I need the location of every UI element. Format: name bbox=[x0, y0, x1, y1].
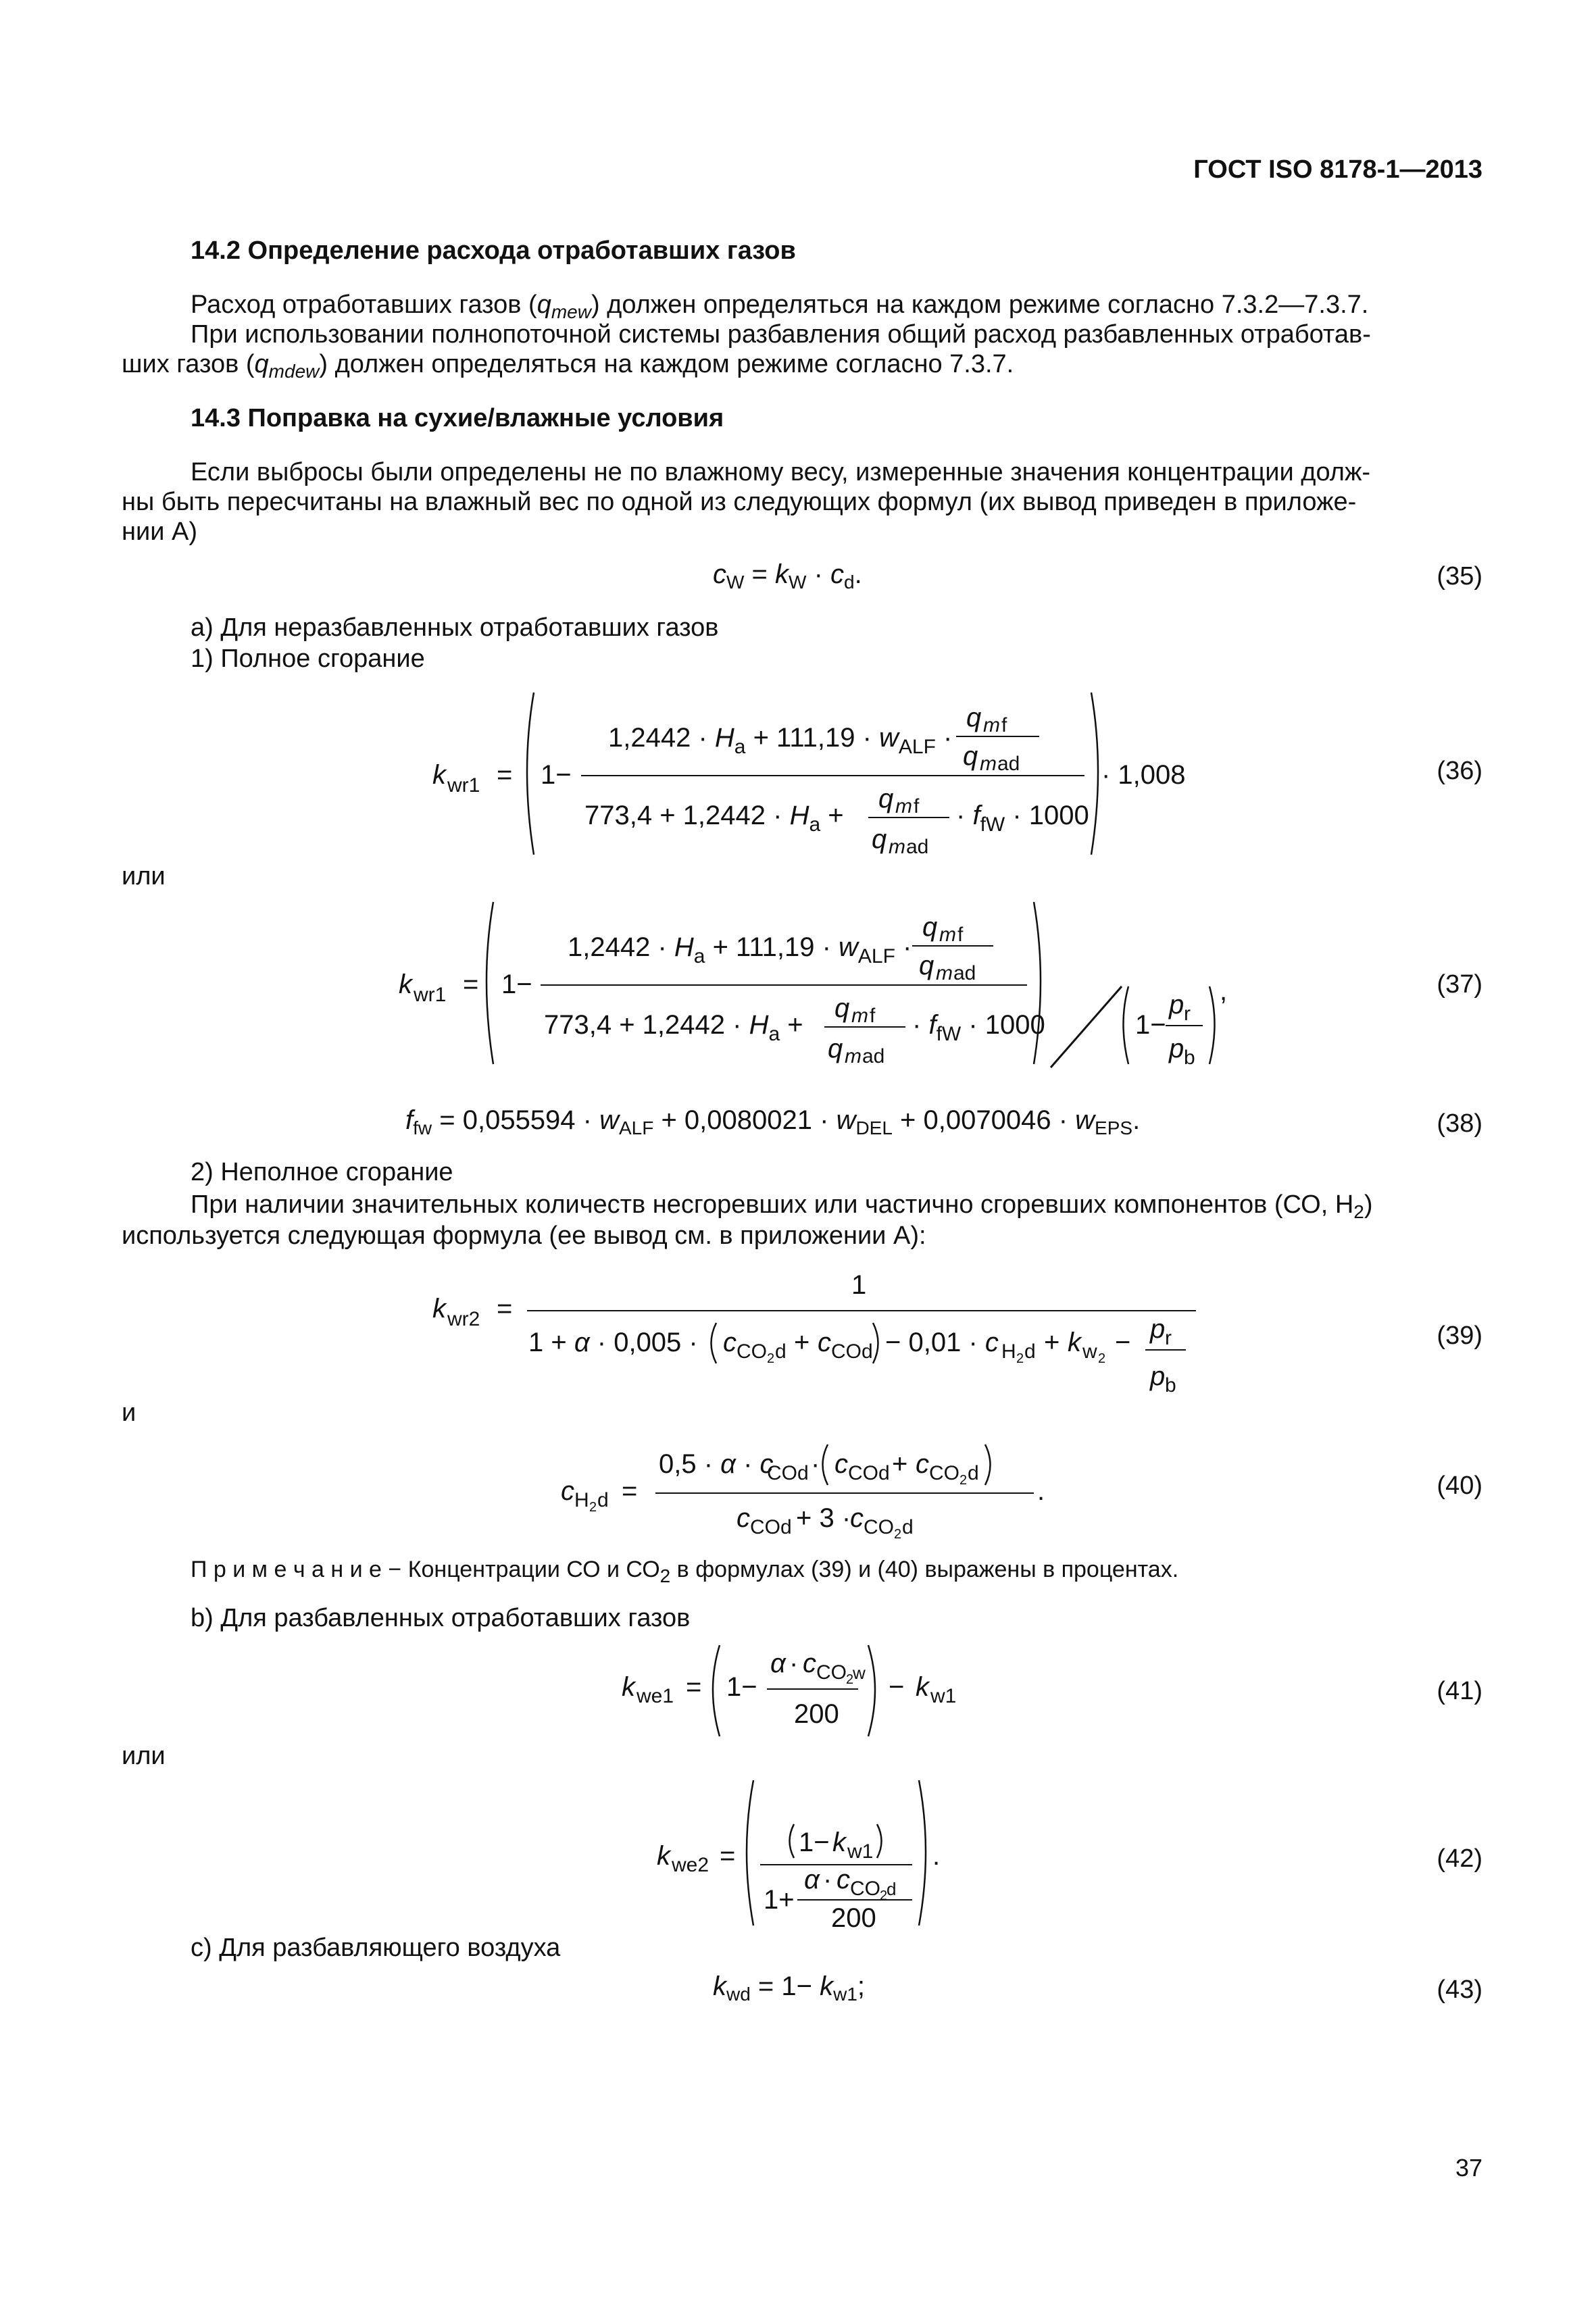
svg-text:.: . bbox=[932, 1841, 941, 1871]
svg-text:r: r bbox=[1165, 1327, 1172, 1349]
section-14-2-title: 14.2 Определение расхода отработавших газов bbox=[191, 236, 796, 265]
svg-text:q: q bbox=[834, 993, 850, 1023]
svg-text:k: k bbox=[432, 1294, 446, 1324]
svg-text:m: m bbox=[939, 924, 956, 946]
svg-text:− 0,01 · c: − 0,01 · c bbox=[885, 1328, 999, 1357]
item-a2-label: 2) Неполное сгорание bbox=[191, 1158, 453, 1186]
incomplete-paragraph-line2: используется следующая формула (ее вывод см. в приложении А): bbox=[122, 1222, 926, 1250]
svg-text:k: k bbox=[832, 1828, 846, 1857]
equation-number-43: (43) bbox=[1437, 1976, 1482, 2004]
svg-text:p: p bbox=[1150, 1314, 1166, 1344]
item-a-label: а) Для неразбавленных отработавших газов bbox=[191, 613, 719, 642]
svg-text:1+: 1+ bbox=[764, 1885, 795, 1915]
svg-text:k: k bbox=[622, 1672, 635, 1702]
incomplete-paragraph-line1: При наличии значительных количеств несгоревших или частично сгоревших компонентов (СО, $Н_2$) bbox=[191, 1190, 1373, 1222]
equation-number-40: (40) bbox=[1437, 1472, 1482, 1500]
formula-43: $k_{wd} = 1- k_{w1}$; bbox=[713, 1971, 866, 2005]
svg-text:CO: CO bbox=[864, 1516, 894, 1538]
equation-number-37: (37) bbox=[1437, 970, 1482, 999]
svg-text:q: q bbox=[963, 741, 978, 771]
svg-text:d: d bbox=[968, 1462, 979, 1484]
svg-text:200: 200 bbox=[794, 1699, 839, 1729]
svg-text:c: c bbox=[818, 1328, 831, 1357]
svg-text:p: p bbox=[1169, 1034, 1184, 1063]
svg-text:m: m bbox=[980, 753, 997, 775]
svg-text:wr1: wr1 bbox=[447, 774, 480, 797]
svg-text:COd: COd bbox=[767, 1462, 809, 1484]
svg-text:1,2442 · Ha + 111,19 · wALF ·: $1,2442 \cdot H_a + 111,19 \cdot w_{ALF}$ · bbox=[568, 932, 912, 967]
svg-text:p: p bbox=[1150, 1361, 1166, 1391]
svg-text:· 1,008: · 1,008 bbox=[1101, 760, 1186, 790]
svg-text:w: w bbox=[853, 1663, 866, 1683]
svg-text:m: m bbox=[936, 962, 953, 984]
formula-35: $c_W = k_W \cdot c_d$. bbox=[713, 559, 862, 593]
section-14-3-title: 14.3 Поправка на сухие/влажные условия bbox=[191, 404, 724, 432]
svg-text:2: 2 bbox=[846, 1672, 854, 1687]
svg-text:1: 1 bbox=[851, 1270, 867, 1300]
svg-text:+: + bbox=[892, 1449, 908, 1479]
paragraph-14-3-line3: нии А) bbox=[122, 518, 197, 546]
svg-text:f: f bbox=[957, 924, 964, 946]
svg-text:=: = bbox=[686, 1672, 702, 1702]
svg-text:w: w bbox=[1082, 1340, 1097, 1363]
svg-text:773,4 + 1,2442 · Ha +: $773,4 + 1,2442 \cdot H_a$ + bbox=[584, 801, 844, 836]
equation-number-42: (42) bbox=[1437, 1844, 1482, 1873]
svg-text:1 + α · 0,005 ·: 1 + α · 0,005 · bbox=[528, 1328, 698, 1357]
formula-36 bbox=[419, 682, 1230, 865]
svg-text:1−: 1− bbox=[726, 1672, 757, 1702]
svg-text:ad: ad bbox=[953, 962, 976, 984]
svg-text:wr2: wr2 bbox=[447, 1308, 480, 1330]
svg-text:2: 2 bbox=[1016, 1351, 1024, 1366]
svg-text:q: q bbox=[878, 784, 894, 813]
svg-text:w1: w1 bbox=[930, 1685, 957, 1707]
svg-text:=: = bbox=[622, 1476, 638, 1506]
formula-41 bbox=[608, 1635, 1081, 1743]
svg-text:q: q bbox=[919, 951, 934, 980]
svg-text:2: 2 bbox=[1098, 1351, 1106, 1366]
svg-text:c: c bbox=[737, 1503, 750, 1533]
svg-text:1−: 1− bbox=[1135, 1010, 1166, 1040]
svg-text:2: 2 bbox=[880, 1888, 888, 1903]
svg-text:we1: we1 bbox=[637, 1685, 674, 1707]
equation-number-36: (36) bbox=[1437, 757, 1482, 785]
svg-text:=: = bbox=[463, 970, 479, 999]
svg-text:−: − bbox=[1115, 1328, 1131, 1357]
svg-text:f: f bbox=[1001, 714, 1007, 736]
svg-text:q: q bbox=[828, 1034, 843, 1063]
svg-text:200: 200 bbox=[831, 1903, 876, 1932]
svg-text:2: 2 bbox=[589, 1500, 597, 1515]
svg-text:+: + bbox=[794, 1328, 810, 1357]
svg-text:2: 2 bbox=[894, 1527, 902, 1542]
svg-text:COd: COd bbox=[831, 1340, 873, 1363]
item-c-label: с) Для разбавляющего воздуха bbox=[191, 1934, 561, 1962]
equation-number-39: (39) bbox=[1437, 1322, 1482, 1350]
item-a1-label: 1) Полное сгорание bbox=[191, 645, 425, 673]
svg-text:1,2442 · Ha + 111,19 · wALF ·: $1,2442 \cdot H_a + 111,19 \cdot w_{ALF}$ · bbox=[608, 723, 953, 758]
svg-text:d: d bbox=[902, 1516, 914, 1538]
svg-text:w1: w1 bbox=[847, 1840, 874, 1863]
svg-text:m: m bbox=[895, 795, 912, 818]
svg-text:CO: CO bbox=[737, 1340, 767, 1363]
svg-text:,: , bbox=[1220, 976, 1228, 1006]
svg-text:ad: ad bbox=[906, 836, 929, 858]
or-label-1: или bbox=[122, 862, 166, 890]
and-label: и bbox=[122, 1399, 136, 1427]
svg-text:c: c bbox=[850, 1503, 864, 1533]
svg-text:k: k bbox=[916, 1672, 929, 1702]
equation-number-38: (38) bbox=[1437, 1109, 1482, 1138]
equation-number-41: (41) bbox=[1437, 1677, 1482, 1705]
svg-text:+ 3 ·: + 3 · bbox=[796, 1503, 851, 1533]
svg-text:+: + bbox=[1044, 1328, 1060, 1357]
svg-text:c: c bbox=[834, 1449, 848, 1479]
svg-text:ad: ad bbox=[862, 1045, 885, 1067]
svg-text:CO: CO bbox=[929, 1462, 959, 1484]
svg-text:H: H bbox=[1001, 1340, 1016, 1363]
svg-text:=: = bbox=[720, 1841, 736, 1871]
paragraph-14-2-line3: ших газов $(q_{mdew})$ должен определяться на каждом режиме согласно 7.3.7. bbox=[122, 350, 1014, 382]
svg-text:c: c bbox=[916, 1449, 929, 1479]
svg-text:k: k bbox=[432, 760, 446, 790]
svg-text:m: m bbox=[845, 1045, 862, 1067]
formula-38: $f_{fw} = 0,055594 \cdot w_{ALF} + 0,0080021 \cdot w_{DEL} + 0,0070046 \cdot w_{EPS}$. bbox=[405, 1105, 1141, 1138]
paragraph-14-2-line2: При использовании полнопоточной системы разбавления общий расход разбавленных отработав- bbox=[191, 320, 1371, 349]
svg-text:q: q bbox=[966, 703, 982, 732]
or-label-2: или bbox=[122, 1742, 166, 1770]
svg-text:c: c bbox=[561, 1476, 574, 1506]
svg-text:α: α bbox=[770, 1649, 786, 1678]
svg-text:f: f bbox=[870, 1005, 876, 1027]
svg-text:.: . bbox=[1037, 1476, 1045, 1506]
svg-text:−: − bbox=[889, 1672, 905, 1702]
svg-text:0,5 · α · c: 0,5 · α · c bbox=[659, 1449, 774, 1479]
formula-42 bbox=[649, 1770, 987, 1932]
svg-text:m: m bbox=[889, 836, 905, 858]
svg-text:1−: 1− bbox=[501, 970, 532, 999]
svg-text:=: = bbox=[497, 1294, 513, 1324]
svg-text:1−: 1− bbox=[799, 1828, 830, 1857]
standard-header: ГОСТ ISO 8178-1—2013 bbox=[1193, 155, 1482, 184]
svg-text:q: q bbox=[872, 824, 887, 854]
svg-text:f: f bbox=[914, 795, 920, 818]
svg-text:p: p bbox=[1169, 990, 1184, 1020]
svg-text:c: c bbox=[723, 1328, 737, 1357]
svg-text:COd: COd bbox=[750, 1516, 792, 1538]
paragraph-14-3-line1: Если выбросы были определены не по влажному весу, измеренные значения концентрации долж- bbox=[191, 458, 1371, 486]
paragraph-14-2-line1: Расход отработавших газов $(q_{mew})$ должен определяться на каждом режиме согласно 7.3.2—7.3.7. bbox=[191, 291, 1369, 322]
svg-text:d: d bbox=[1024, 1340, 1036, 1363]
svg-text:c: c bbox=[837, 1865, 850, 1894]
paragraph-14-3-line2: ны быть пересчитаны на влажный вес по одной из следующих формул (их вывод приведен в приложе- bbox=[122, 488, 1357, 516]
svg-text:· ffW · 1000: · $f_{fW} \cdot 1000$ bbox=[912, 1010, 1045, 1045]
page-number: 37 bbox=[1455, 2154, 1482, 2182]
svg-text:r: r bbox=[1184, 1003, 1191, 1025]
note: П р и м е ч а н и е − Концентрации СО и $СО_2$ в формулах (39) и (40) выражены в процентах. bbox=[191, 1557, 1179, 1586]
svg-text:H: H bbox=[574, 1489, 589, 1511]
svg-text:=: = bbox=[497, 760, 513, 790]
svg-text:m: m bbox=[851, 1005, 868, 1027]
svg-text:α: α bbox=[804, 1865, 820, 1894]
formula-40 bbox=[547, 1432, 1088, 1554]
svg-text:1−: 1− bbox=[541, 760, 572, 790]
formula-37 bbox=[385, 892, 1264, 1074]
svg-text:773,4 + 1,2442 · Ha +: $773,4 + 1,2442 \cdot H_a$ + bbox=[544, 1010, 803, 1045]
svg-text:wr1: wr1 bbox=[414, 984, 447, 1006]
svg-text:·: · bbox=[789, 1649, 799, 1678]
svg-text:·: · bbox=[823, 1865, 832, 1894]
svg-text:m: m bbox=[983, 714, 1000, 736]
svg-text:d: d bbox=[775, 1340, 787, 1363]
svg-text:b: b bbox=[1165, 1374, 1176, 1397]
equation-number-35: (35) bbox=[1437, 562, 1482, 590]
item-b-label: b) Для разбавленных отработавших газов bbox=[191, 1604, 691, 1632]
formula-39 bbox=[419, 1263, 1230, 1399]
svg-text:CO: CO bbox=[816, 1661, 847, 1684]
svg-text:ad: ad bbox=[997, 753, 1020, 775]
svg-text:2: 2 bbox=[767, 1351, 775, 1366]
svg-text:we2: we2 bbox=[672, 1854, 709, 1876]
svg-text:k: k bbox=[657, 1841, 670, 1871]
svg-text:d: d bbox=[597, 1489, 609, 1511]
svg-text:COd: COd bbox=[848, 1462, 890, 1484]
svg-text:CO: CO bbox=[850, 1878, 880, 1900]
svg-text:d: d bbox=[887, 1879, 897, 1899]
svg-text:b: b bbox=[1184, 1047, 1195, 1069]
svg-text:k: k bbox=[399, 970, 412, 999]
svg-text:q: q bbox=[922, 912, 938, 942]
svg-text:k: k bbox=[1068, 1328, 1081, 1357]
svg-text:·: · bbox=[811, 1449, 820, 1479]
svg-text:2: 2 bbox=[959, 1473, 968, 1488]
svg-text:· ffW · 1000: · $f_{fW} \cdot 1000$ bbox=[956, 801, 1089, 836]
svg-text:c: c bbox=[803, 1649, 816, 1678]
